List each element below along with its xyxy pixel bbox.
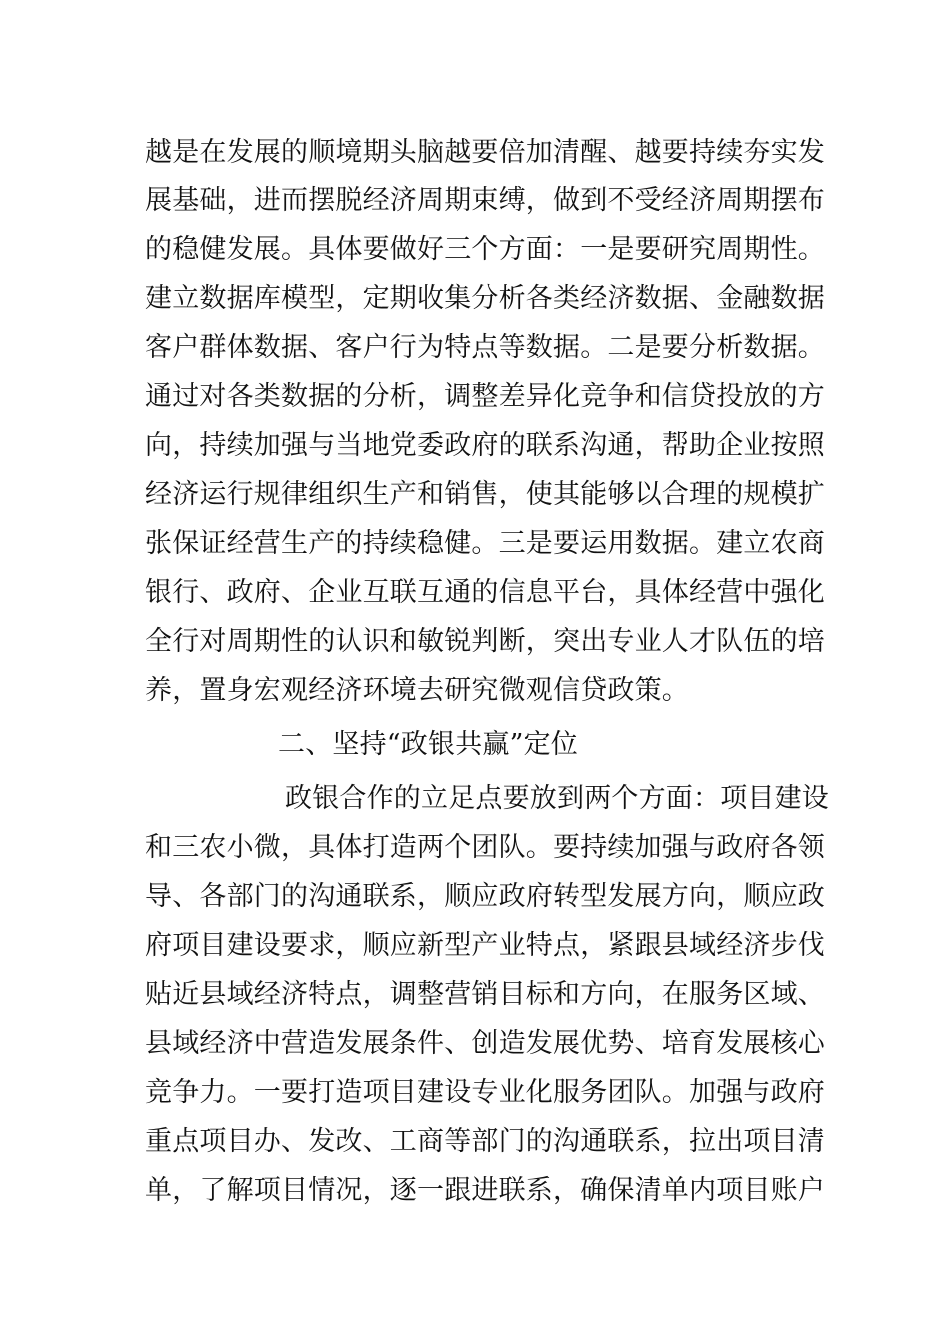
text-line: 全行对周期性的认识和敏锐判断，突出专业人才队伍的培: [145, 626, 825, 657]
text-line: 养，置身宏观经济环境去研究微观信贷政策。: [145, 675, 689, 706]
text-line: 张保证经营生产的持续稳健。三是要运用数据。建立农商: [145, 528, 825, 559]
text-line: 越是在发展的顺境期头脑越要倍加清醒、越要持续夯实发: [145, 137, 825, 168]
section-heading: 二、坚持“政银共赢”定位: [278, 729, 579, 760]
paragraph-first-line: 政银合作的立足点要放到两个方面：项目建设: [285, 783, 829, 814]
text-line: 通过对各类数据的分析，调整差异化竞争和信贷投放的方: [145, 381, 825, 412]
text-line: 银行、政府、企业互联互通的信息平台，具体经营中强化: [145, 577, 825, 608]
text-line: 导、各部门的沟通联系，顺应政府转型发展方向，顺应政: [145, 881, 825, 912]
text-line: 客户群体数据、客户行为特点等数据。二是要分析数据。: [145, 332, 825, 363]
text-line: 竞争力。一要打造项目建设专业化服务团队。加强与政府: [145, 1077, 825, 1108]
text-line: 县域经济中营造发展条件、创造发展优势、培育发展核心: [145, 1028, 825, 1059]
text-line: 单，了解项目情况，逐一跟进联系，确保清单内项目账户: [145, 1175, 825, 1206]
text-line: 经济运行规律组织生产和销售，使其能够以合理的规模扩: [145, 479, 825, 510]
text-line: 贴近县域经济特点，调整营销目标和方向，在服务区域、: [145, 979, 825, 1010]
text-line: 府项目建设要求，顺应新型产业特点，紧跟县域经济步伐: [145, 930, 825, 961]
text-line: 向，持续加强与当地党委政府的联系沟通，帮助企业按照: [145, 430, 825, 461]
text-line: 建立数据库模型，定期收集分析各类经济数据、金融数据: [145, 283, 825, 314]
text-line: 的稳健发展。具体要做好三个方面：一是要研究周期性。: [145, 234, 825, 265]
text-line: 展基础，进而摆脱经济周期束缚，做到不受经济周期摆布: [145, 185, 825, 216]
text-line: 重点项目办、发改、工商等部门的沟通联系，拉出项目清: [145, 1126, 825, 1157]
text-line: 和三农小微，具体打造两个团队。要持续加强与政府各领: [145, 832, 825, 863]
